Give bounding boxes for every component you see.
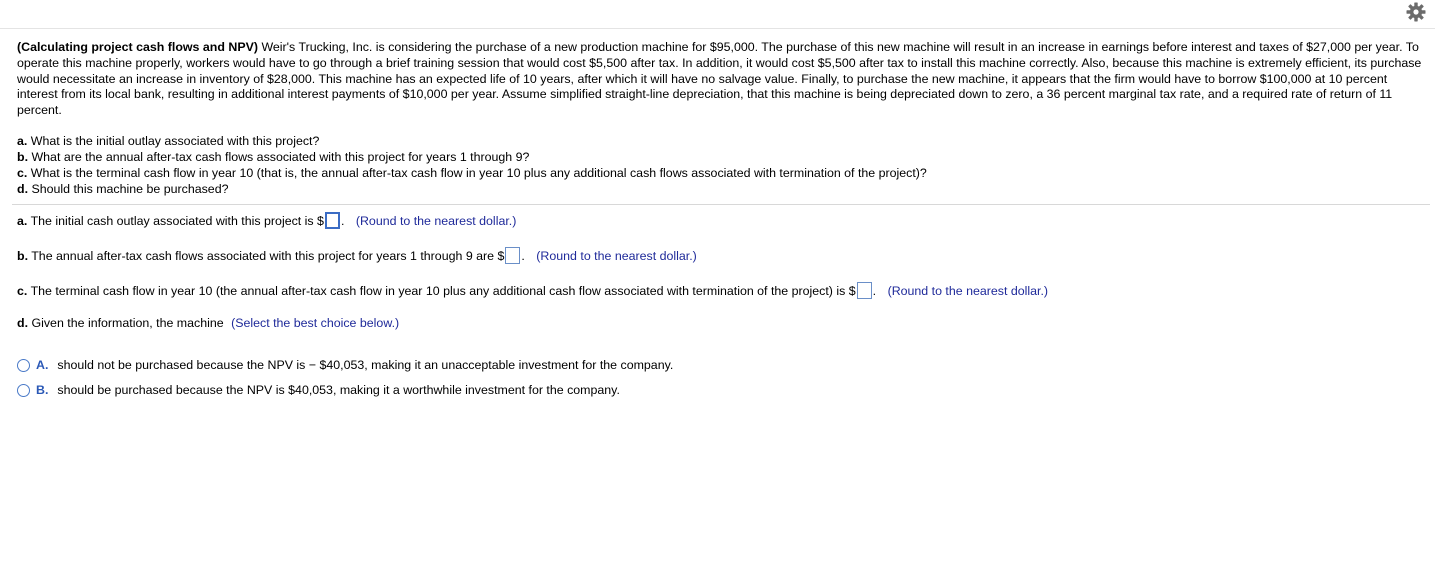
question-d: d. Should this machine be purchased? — [17, 182, 229, 196]
annual-cash-flow-input[interactable] — [505, 247, 520, 264]
question-a: a. What is the initial outlay associated with this project? — [17, 134, 320, 148]
round-hint: (Round to the nearest dollar.) — [355, 214, 517, 228]
round-hint: (Round to the nearest dollar.) — [536, 249, 697, 263]
section-divider — [12, 204, 1430, 205]
question-b: b. What are the annual after-tax cash flows associated with this project for years 1 through 9? — [17, 150, 530, 164]
radio-button[interactable] — [17, 384, 30, 397]
radio-button[interactable] — [17, 359, 30, 372]
answer-c: c. The terminal cash flow in year 10 (the annual after-tax cash flow in year 10 plus any additional cash flow associated with termination of the project) is $ . (Round to the nearest dollar.) — [17, 282, 1048, 300]
initial-outlay-input[interactable] — [325, 212, 340, 229]
answer-a: a. The initial cash outlay associated with this project is $ . (Round to the nearest dollar.) — [17, 212, 516, 230]
round-hint: (Round to the nearest dollar.) — [887, 284, 1049, 298]
answer-d: d. Given the information, the machine (Select the best choice below.) — [17, 316, 400, 330]
choice-a[interactable]: A. should not be purchased because the NPV is − $40,053, making it an unacceptable investment for the company. — [17, 358, 673, 372]
select-hint: (Select the best choice below.) — [231, 316, 400, 330]
gear-icon[interactable] — [1404, 0, 1428, 24]
problem-body: Weir's Trucking, Inc. is considering the purchase of a new production machine for $95,000. The purchase of this new machine will result in an increase in earnings before interest and taxes of $27,000 per year. To operate this machine properly, workers would have to go through a brief training session that would cost $5,500 after tax. In addition, it would cost $5,500 after tax to install this machine correctly. Also, because this machine is extremely efficient, its purchase would necessitate an increase in inventory of $28,000. This machine has an expected life of 10 years, after which it will have no salvage value. Finally, to purchase the new machine, it appears that the firm would have to borrow $100,000 at 10 percent interest from its local bank, resulting in additional interest payments of $10,000 per year. Assume simplified straight-line depreciation, that this machine is being depreciated down to zero, a 36 percent marginal tax rate, and a required rate of return of 11 percent. — [17, 40, 1422, 118]
problem-title: (Calculating project cash flows and NPV) — [17, 40, 258, 54]
question-c: c. What is the terminal cash flow in year 10 (that is, the annual after-tax cash flow in year 10 plus any additional cash flows associated with termination of the project)? — [17, 166, 927, 180]
problem-statement — [17, 40, 1429, 119]
question-list — [17, 133, 1417, 197]
terminal-cash-flow-input[interactable] — [857, 282, 872, 299]
choice-b[interactable]: B. should be purchased because the NPV is $40,053, making it a worthwhile investment for the company. — [17, 383, 620, 397]
top-divider — [0, 28, 1435, 29]
answer-b: b. The annual after-tax cash flows associated with this project for years 1 through 9 are $ . (Round to the nearest dollar.) — [17, 247, 697, 265]
